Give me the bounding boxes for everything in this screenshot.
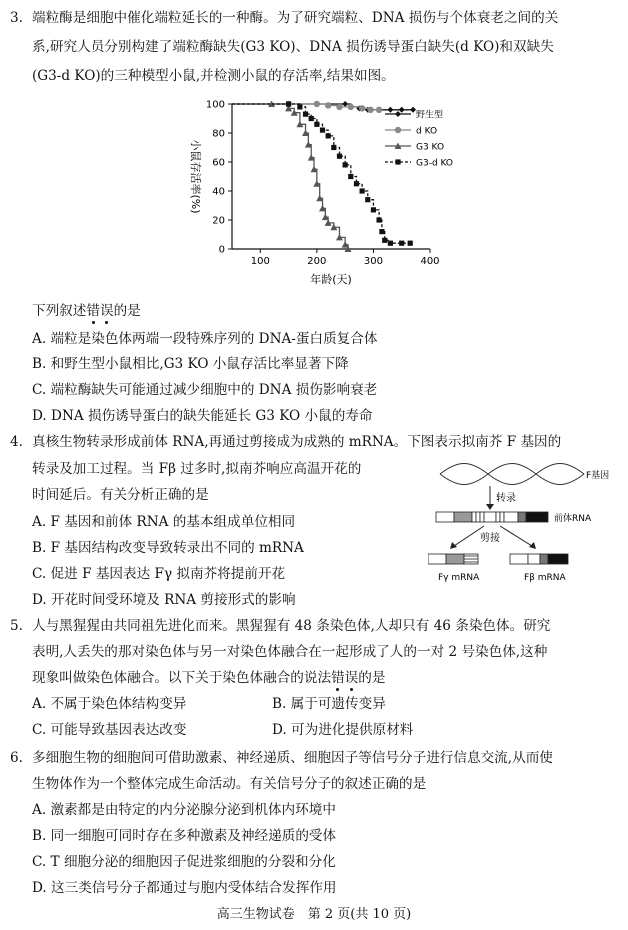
q6-option-a: A. 激素都是由特定的内分泌腺分泌到机体内环境中 — [32, 802, 336, 818]
q4-option-b: B. F 基因结构改变导致转录出不同的 mRNA — [32, 540, 304, 556]
y-tick-label: 40 — [212, 186, 225, 198]
q3-stem-line: (G3-d KO)的三种模型小鼠,并检测小鼠的存活率,结果如图。 — [32, 68, 395, 84]
q6-stem-line: 多细胞生物的细胞间可借助激素、神经递质、细胞因子等信号分子进行信息交流,从而使 — [32, 750, 553, 766]
data-point — [320, 128, 325, 133]
data-point — [388, 241, 393, 246]
q3-option-c: C. 端粒酶缺失可能通过减少细胞中的 DNA 损伤影响衰老 — [32, 382, 378, 398]
data-point — [336, 104, 342, 110]
series-0 — [232, 101, 416, 113]
q4-stem-line: 真核生物转录形成前体 RNA,再通过剪接成为成熟的 mRNA。下图表示拟南芥 F 基因的 — [32, 434, 562, 450]
gene-label: F基因 — [586, 471, 610, 481]
q6-stem-line: 生物体作为一个整体完成生命活动。有关信号分子的叙述正确的是 — [32, 776, 427, 792]
legend-label: 野生型 — [416, 110, 444, 121]
q6-option-c: C. T 细胞分泌的细胞因子促进浆细胞的分裂和分化 — [32, 854, 336, 870]
fgamma-mrna-bar — [428, 554, 478, 564]
q4-stem-line: 时间延后。有关分析正确的是 — [32, 487, 209, 503]
q6-option-b: B. 同一细胞可同时存在多种激素及神经递质的受体 — [32, 828, 337, 844]
q4-option-a: A. F 基因和前体 RNA 的基本组成单位相同 — [32, 514, 296, 530]
legend-label: G3 KO — [416, 142, 445, 153]
data-point — [314, 122, 319, 127]
data-point — [348, 104, 354, 110]
survival-chart — [170, 92, 470, 292]
legend-item-2 — [385, 143, 444, 153]
data-point — [395, 159, 400, 164]
legend-item-3 — [385, 159, 453, 169]
fbeta-mrna-bar — [510, 554, 568, 564]
data-point — [376, 107, 382, 113]
q4-number: 4. — [10, 434, 23, 450]
data-point — [387, 107, 393, 113]
data-point — [297, 104, 302, 109]
series-line — [232, 104, 413, 110]
data-point — [354, 181, 359, 186]
q3-number: 3. — [10, 10, 23, 26]
data-point — [326, 133, 331, 138]
data-point — [371, 207, 376, 212]
splice-arrowhead-right — [529, 542, 536, 549]
series-line — [232, 104, 410, 243]
data-point — [337, 154, 342, 159]
q5-option-b: B. 属于可遗传变异 — [272, 696, 386, 712]
pre-rna-bar — [436, 512, 548, 522]
q3-question: 下列叙述错误的是 — [32, 303, 141, 319]
y-tick-label: 20 — [212, 215, 225, 227]
data-point — [376, 217, 381, 222]
q6-number: 6. — [10, 750, 23, 766]
data-point — [286, 101, 291, 106]
data-point — [399, 241, 404, 246]
q5-number: 5. — [10, 618, 23, 634]
y-tick-label: 0 — [218, 244, 225, 256]
q5-stem-line: 表明,人丢失的那对染色体与另一对染色体融合在一起形成了人的一对 2 号染色体,这种 — [32, 644, 548, 660]
page-footer: 高三生物试卷 第 2 页(共 10 页) — [216, 907, 412, 922]
data-point — [365, 197, 370, 202]
data-point — [325, 102, 331, 108]
fbeta-mrna-label: Fβ mRNA — [524, 573, 566, 583]
data-point — [331, 145, 336, 150]
splice-arrowhead-left — [450, 542, 457, 549]
q3-stem-line: 端粒酶是细胞中催化端粒延长的一种酶。为了研究端粒、DNA 损伤与个体衰老之间的关 — [32, 10, 559, 26]
q5-option-a: A. 不属于染色体结构变异 — [32, 696, 187, 712]
legend-label: d KO — [416, 126, 438, 137]
legend-label: G3-d KO — [416, 158, 454, 169]
fgamma-mrna-label: Fγ mRNA — [438, 573, 480, 583]
x-tick-label: 400 — [420, 256, 440, 267]
data-point — [348, 174, 353, 179]
data-point — [395, 111, 401, 117]
gene-splicing-diagram — [428, 462, 620, 592]
legend-item-1 — [385, 127, 437, 137]
y-axis-title: 小鼠存活率(%) — [189, 139, 202, 214]
y-tick-label: 60 — [212, 157, 225, 169]
splice-arrow-right — [500, 526, 532, 546]
series-2 — [232, 101, 351, 253]
series-3 — [232, 101, 413, 245]
data-point — [408, 241, 413, 246]
dna-double-helix-icon — [440, 464, 584, 485]
q3-option-a: A. 端粒是染色体两端一段特殊序列的 DNA-蛋白质复合体 — [32, 331, 378, 347]
x-tick-label: 200 — [307, 256, 327, 267]
data-point — [303, 112, 308, 117]
data-point — [382, 238, 387, 243]
pre-rna-label: 前体RNA — [554, 514, 592, 524]
q5-stem-line: 人与黑猩猩由共同祖先进化而来。黑猩猩有 48 条染色体,人却只有 46 条染色体。研究 — [32, 618, 551, 634]
q3-option-b: B. 和野生型小鼠相比,G3 KO 小鼠存活比率显著下降 — [32, 356, 349, 372]
y-tick-label: 100 — [205, 99, 225, 111]
data-point — [359, 105, 365, 111]
x-axis-title: 年龄(天) — [310, 273, 352, 286]
data-point — [342, 101, 348, 107]
data-point — [379, 229, 384, 234]
data-point — [360, 188, 365, 193]
q3-stem-line: 系,研究人员分别构建了端粒酶缺失(G3 KO)、DNA 损伤诱导蛋白缺失(d KO)和双缺失 — [32, 39, 554, 55]
x-tick-label: 300 — [363, 256, 383, 267]
splice-label: 剪接 — [480, 533, 500, 544]
transcribe-arrowhead — [486, 504, 494, 510]
series-1 — [232, 101, 382, 113]
data-point — [309, 116, 314, 121]
q4-stem-line: 转录及加工过程。当 Fβ 过多时,拟南芥响应高温开花的 — [32, 461, 362, 477]
transcribe-label: 转录 — [496, 493, 516, 504]
data-point — [395, 127, 401, 133]
q3-option-d: D. DNA 损伤诱导蛋白的缺失能延长 G3 KO 小鼠的寿命 — [32, 408, 373, 424]
q5-question: 现象叫做染色体融合。以下关于染色体融合的说法错误的是 — [32, 670, 386, 686]
x-tick-label: 100 — [250, 256, 270, 267]
data-point — [314, 101, 320, 107]
y-tick-label: 80 — [212, 128, 225, 140]
data-point — [399, 107, 405, 113]
series-line — [232, 104, 348, 249]
q5-option-c: C. 可能导致基因表达改变 — [32, 722, 187, 738]
q4-option-d: D. 开花时间受环境及 RNA 剪接形式的影响 — [32, 592, 296, 608]
data-point — [343, 162, 348, 167]
q4-option-c: C. 促进 F 基因表达 Fγ 拟南芥将提前开花 — [32, 566, 286, 582]
q5-option-d: D. 可为进化提供原材料 — [272, 722, 414, 738]
q6-option-d: D. 这三类信号分子都通过与胞内受体结合发挥作用 — [32, 880, 337, 896]
data-point — [367, 107, 373, 113]
